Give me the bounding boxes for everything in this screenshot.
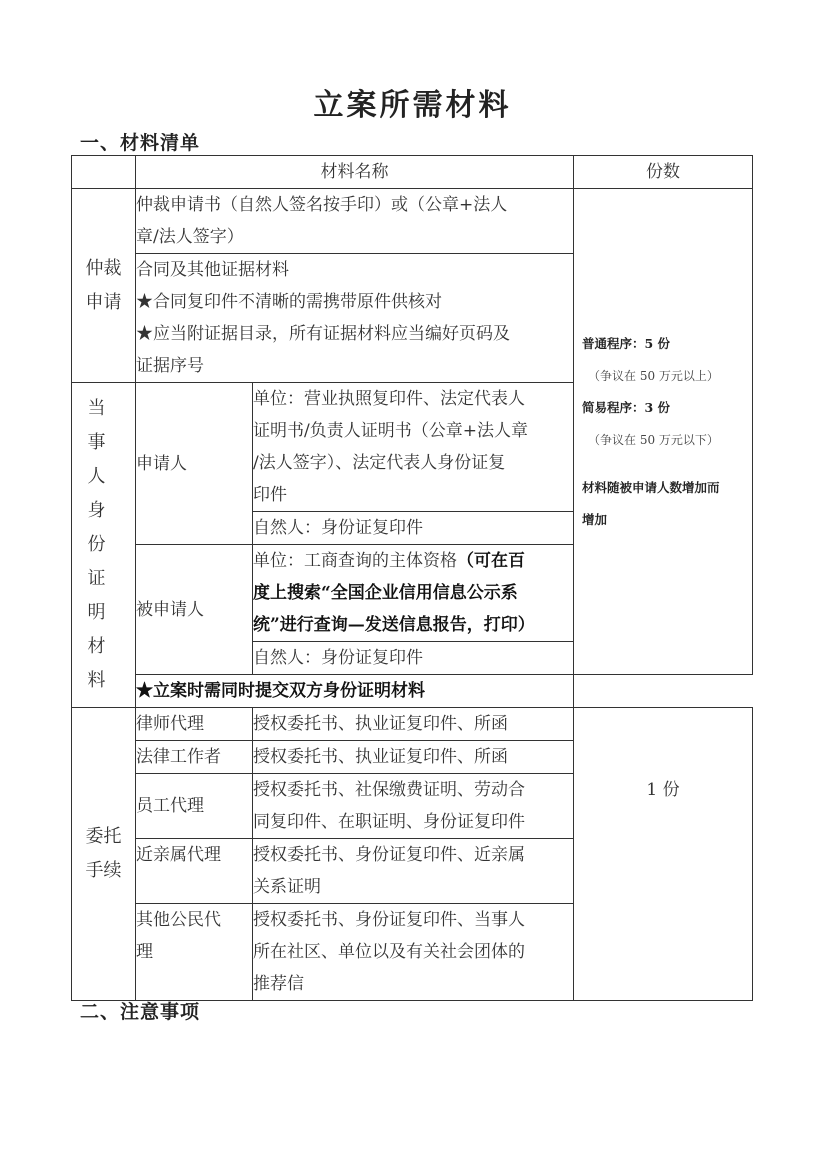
entrust-type-employee: 员工代理: [136, 774, 253, 839]
normal-procedure-count: 普通程序：5 份: [582, 335, 671, 351]
contract-evidence-item: 合同及其他证据材料 ★合同复印件不清晰的需携带原件供核对 ★应当附证据目录，所有证据材料应当编好页码及 证据序号: [136, 254, 574, 383]
identity-note: ★立案时需同时提交双方身份证明材料: [136, 675, 574, 708]
table-row: [72, 189, 753, 254]
count-cell-main: [574, 189, 753, 675]
extra-copies-note: 材料随被申请人数增加而 增加: [582, 479, 720, 527]
simple-procedure-note: （争议在 50 万元以下）: [588, 432, 719, 447]
entrust-label: 委托 手续: [72, 708, 136, 1001]
entrust-docs-relative: 授权委托书、身份证复印件、近亲属 关系证明: [253, 839, 574, 904]
entrust-type-other-citizen: 其他公民代 理: [136, 904, 253, 1001]
page-title: 立案所需材料: [313, 88, 512, 123]
header-count: 份数: [574, 156, 753, 189]
simple-procedure-count: 简易程序：3 份: [582, 399, 671, 415]
entrust-docs-other-citizen: 授权委托书、身份证复印件、当事人 所在社区、单位以及有关社会团体的 推荐信: [253, 904, 574, 1001]
respondent-person-docs: 自然人：身份证复印件: [253, 642, 574, 675]
entrust-type-legal-worker: 法律工作者: [136, 741, 253, 774]
entrust-count: 1 份: [574, 708, 753, 1001]
section-heading-materials: 一、材料清单: [80, 132, 201, 154]
header-empty-cell: [72, 156, 136, 189]
entrust-docs-employee: 授权委托书、社保缴费证明、劳动合 同复印件、在职证明、身份证复印件: [253, 774, 574, 839]
materials-table: [71, 155, 753, 1001]
header-material-name: 材料名称: [136, 156, 574, 189]
applicant-person-docs: 自然人：身份证复印件: [253, 512, 574, 545]
table-row: [72, 675, 753, 708]
entrust-docs-legal-worker: 授权委托书、执业证复印件、所函: [253, 741, 574, 774]
normal-procedure-note: （争议在 50 万元以上）: [588, 368, 719, 383]
arbitration-application-item: 仲裁申请书（自然人签名按手印）或（公章+法人 章/法人签字）: [136, 189, 574, 254]
table-row: [72, 708, 753, 741]
respondent-unit-docs: 单位：工商查询的主体资格（可在百 度上搜索“全国企业信用信息公示系 统”进行查询—发送信息报告，打印）: [253, 545, 574, 642]
arbitration-label: 仲裁 申请: [72, 189, 136, 383]
applicant-unit-docs: 单位：营业执照复印件、法定代表人 证明书/负责人证明书（公章+法人章 /法人签字）、法定代表人身份证复 印件: [253, 383, 574, 512]
table-header-row: [72, 156, 753, 189]
applicant-label: 申请人: [136, 383, 253, 545]
entrust-type-relative: 近亲属代理: [136, 839, 253, 904]
section-heading-notes: 二、注意事项: [80, 1001, 201, 1023]
identity-label: 当 事 人 身 份 证 明 材 料: [72, 383, 136, 708]
entrust-type-lawyer: 律师代理: [136, 708, 253, 741]
respondent-label: 被申请人: [136, 545, 253, 675]
entrust-docs-lawyer: 授权委托书、执业证复印件、所函: [253, 708, 574, 741]
